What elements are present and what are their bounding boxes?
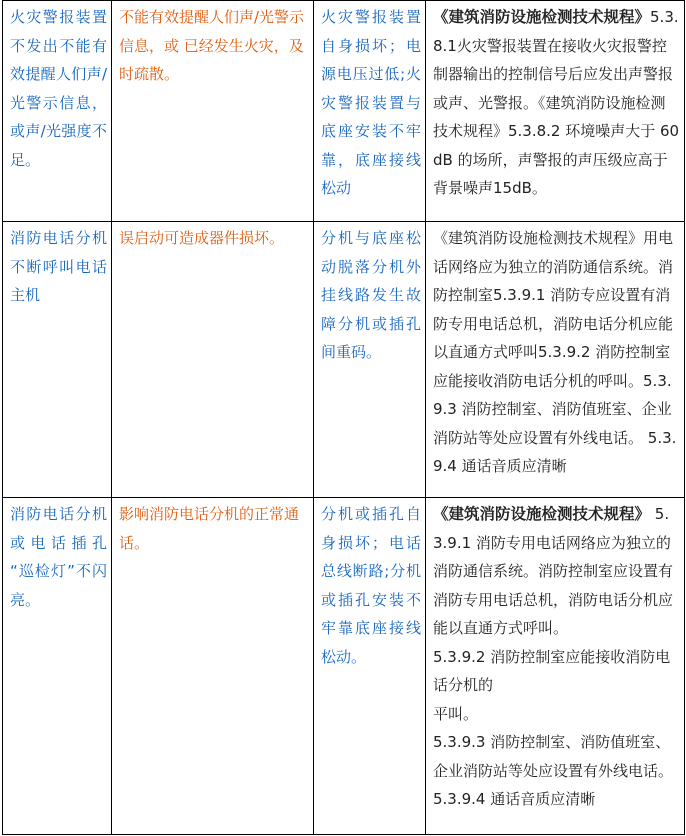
reference-text: 5.3.9.3 消防控制室、消防值班室、企业消防站等处应设置有外线电话。 5.3.9.4 通话音质应清晰 bbox=[433, 733, 674, 808]
fault-description: 消防电话分机或电话插孔 “巡检灯”不闪亮。 bbox=[3, 498, 112, 835]
table-row bbox=[3, 1, 685, 222]
standard-reference bbox=[426, 222, 685, 498]
fault-description: 消防电话分机不断呼叫电话主机 bbox=[3, 222, 112, 498]
reference-paragraph bbox=[433, 700, 680, 729]
reference-text: 《建筑消防设施检测技术规程》用电话网络应为独立的消防通信系统。消防控制室5.3.9.1 消防专应设置有消防专用电话总机，消防电话分机应能以直通方式呼叫5.3.9.2 消防控制室应能接收消防电话分机的呼叫。5.3.9.3 消防控制室、消防值班室、企业消防站等处应设置有外线电话。 5.3.9.4 通话音质应清晰 bbox=[433, 229, 677, 475]
reference-title: 《建筑消防设施检测技术规程》 bbox=[433, 8, 651, 26]
fault-description: 火灾警报装置不发出不能有效提醒人们声/光警示信息，或声/光强度不足。 bbox=[3, 1, 112, 222]
reference-title: 《建筑消防设施检测技术规程》 bbox=[433, 505, 651, 523]
table-row bbox=[3, 222, 685, 498]
fault-consequence: 误启动可造成器件损坏。 bbox=[112, 222, 314, 498]
reference-paragraph bbox=[433, 3, 680, 203]
fault-cause: 分机与底座松动脱落分机外挂线路发生故障分机或插孔间重码。 bbox=[314, 222, 426, 498]
fault-cause: 分机或插孔自身损坏；电话总线断路;分机或插孔安装不牢靠底座接线松动。 bbox=[314, 498, 426, 835]
reference-paragraph bbox=[433, 643, 680, 700]
reference-paragraph bbox=[433, 224, 680, 481]
table-row bbox=[3, 498, 685, 835]
standard-reference bbox=[426, 498, 685, 835]
reference-text: 5.3.9.2 消防控制室应能接收消防电话分机的 bbox=[433, 647, 671, 694]
reference-paragraph bbox=[433, 500, 680, 643]
inspection-table bbox=[2, 0, 685, 835]
reference-text: 5.3.8.1火灾警报装置在接收火灾报警控制器输出的控制信号后应发出声警报或声、光警报。《建筑消防设施检测技术规程》5.3.8.2 环境噪声大于 60dB 的场所，声警报的声压级应高于背景噪声15dB。 bbox=[433, 8, 680, 197]
fault-cause: 火灾警报装置自身损坏；电源电压过低;火灾警报装置与底座安装不牢靠，底座接线松动 bbox=[314, 1, 426, 222]
reference-text: 平叫。 bbox=[433, 704, 479, 723]
reference-paragraph bbox=[433, 728, 680, 814]
fault-consequence: 不能有效提醒人们声/光警示信息，或 已经发生火灾，及时疏散。 bbox=[112, 1, 314, 222]
reference-text: 5.3.9.1 消防专用电话网络应为独立的消防通信系统。消防控制室应设置有消防专用电话总机，消防电话分机应能以直通方式呼叫。 bbox=[433, 505, 674, 637]
standard-reference bbox=[426, 1, 685, 222]
fault-consequence: 影响消防电话分机的正常通话。 bbox=[112, 498, 314, 835]
